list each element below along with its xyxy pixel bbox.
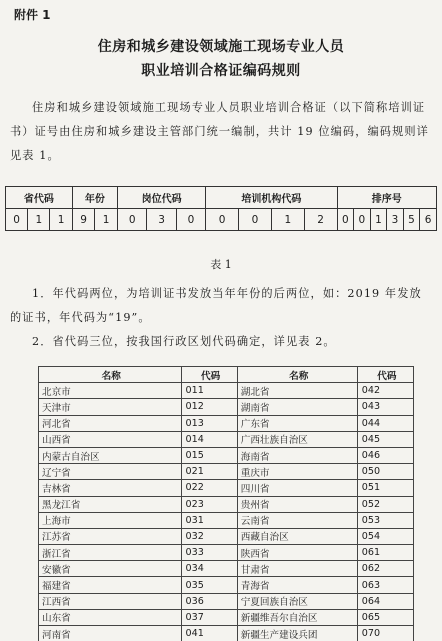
header-province-code: 省代码 bbox=[6, 187, 73, 209]
province-code-cell: 053 bbox=[357, 512, 413, 528]
intro-paragraph: 住房和城乡建设领域施工现场专业人员职业培训合格证（以下简称培训证书）证号由住房和城乡建设主管部门统一编制，共计 19 位编码，编码规则详见表 1。 bbox=[10, 101, 429, 162]
province-code-cell: 022 bbox=[181, 480, 237, 496]
code-digit: 1 bbox=[28, 209, 50, 231]
document-title-line2: 职业培训合格证编码规则 bbox=[141, 63, 301, 79]
header-name: 名称 bbox=[237, 367, 357, 383]
table-row bbox=[39, 609, 414, 625]
code-digit: 2 bbox=[304, 209, 337, 231]
province-name-cell: 上海市 bbox=[39, 512, 182, 528]
province-code-cell: 063 bbox=[357, 577, 413, 593]
province-name-cell: 陕西省 bbox=[237, 545, 357, 561]
code-digit: 0 bbox=[239, 209, 272, 231]
province-name-cell: 新疆维吾尔自治区 bbox=[237, 609, 357, 625]
province-name-cell: 云南省 bbox=[237, 512, 357, 528]
code-digit: 0 bbox=[206, 209, 239, 231]
province-name-cell: 北京市 bbox=[39, 383, 182, 399]
header-training-org-code: 培训机构代码 bbox=[206, 187, 337, 209]
table-row bbox=[39, 415, 414, 431]
province-name-cell: 吉林省 bbox=[39, 480, 182, 496]
province-name-cell: 宁夏回族自治区 bbox=[237, 593, 357, 609]
code-table-header-row bbox=[6, 187, 437, 209]
document-title-line1: 住房和城乡建设领域施工现场专业人员 bbox=[97, 39, 345, 55]
province-name-cell: 江西省 bbox=[39, 593, 182, 609]
province-code-cell: 041 bbox=[181, 626, 237, 641]
province-name-cell: 广东省 bbox=[237, 415, 357, 431]
province-code-cell: 062 bbox=[357, 561, 413, 577]
province-name-cell: 湖北省 bbox=[237, 383, 357, 399]
code-digit: 5 bbox=[403, 209, 420, 231]
province-name-cell: 天津市 bbox=[39, 399, 182, 415]
province-name-cell: 甘肃省 bbox=[237, 561, 357, 577]
province-name-cell: 安徽省 bbox=[39, 561, 182, 577]
province-table-header-row bbox=[39, 367, 414, 383]
header-sequence-number: 排序号 bbox=[337, 187, 436, 209]
table-row bbox=[39, 399, 414, 415]
province-name-cell: 辽宁省 bbox=[39, 464, 182, 480]
year-code-paragraph: 1．年代码两位，为培训证书发放当年年份的后两位，如：2019 年发放的证书，年代码为“19”。 bbox=[10, 287, 422, 324]
province-name-cell: 四川省 bbox=[237, 480, 357, 496]
province-code-table bbox=[38, 366, 414, 641]
province-name-cell: 内蒙古自治区 bbox=[39, 447, 182, 463]
table1-caption: 表 1 bbox=[210, 258, 232, 271]
province-code-cell: 054 bbox=[357, 528, 413, 544]
province-code-cell: 051 bbox=[357, 480, 413, 496]
table-row bbox=[39, 480, 414, 496]
province-code-cell: 013 bbox=[181, 415, 237, 431]
code-digit: 0 bbox=[6, 209, 28, 231]
province-table-body bbox=[39, 383, 414, 641]
province-name-cell: 贵州省 bbox=[237, 496, 357, 512]
province-code-cell: 070 bbox=[357, 626, 413, 641]
province-code-cell: 015 bbox=[181, 447, 237, 463]
province-name-cell: 广西壮族自治区 bbox=[237, 431, 357, 447]
province-code-cell: 052 bbox=[357, 496, 413, 512]
province-name-cell: 黑龙江省 bbox=[39, 496, 182, 512]
province-code-cell: 046 bbox=[357, 447, 413, 463]
province-code-cell: 050 bbox=[357, 464, 413, 480]
province-name-cell: 浙江省 bbox=[39, 545, 182, 561]
table-row bbox=[39, 561, 414, 577]
header-name: 名称 bbox=[39, 367, 182, 383]
province-name-cell: 湖南省 bbox=[237, 399, 357, 415]
province-code-cell: 034 bbox=[181, 561, 237, 577]
province-code-cell: 045 bbox=[357, 431, 413, 447]
code-digit: 1 bbox=[50, 209, 72, 231]
province-name-cell: 青海省 bbox=[237, 577, 357, 593]
code-digit: 6 bbox=[420, 209, 437, 231]
province-code-cell: 021 bbox=[181, 464, 237, 480]
province-code-cell: 012 bbox=[181, 399, 237, 415]
table-row bbox=[39, 447, 414, 463]
province-code-paragraph: 2．省代码三位，按我国行政区划代码确定，详见表 2。 bbox=[32, 335, 336, 348]
province-code-cell: 044 bbox=[357, 415, 413, 431]
header-code: 代码 bbox=[181, 367, 237, 383]
province-name-cell: 河南省 bbox=[39, 626, 182, 641]
table-row bbox=[39, 626, 414, 641]
province-name-cell: 福建省 bbox=[39, 577, 182, 593]
table-row bbox=[39, 512, 414, 528]
code-digit: 0 bbox=[117, 209, 146, 231]
code-digit: 0 bbox=[176, 209, 205, 231]
code-digit: 3 bbox=[387, 209, 404, 231]
province-code-cell: 032 bbox=[181, 528, 237, 544]
province-code-cell: 061 bbox=[357, 545, 413, 561]
province-code-cell: 035 bbox=[181, 577, 237, 593]
table-row bbox=[39, 383, 414, 399]
province-name-cell: 重庆市 bbox=[237, 464, 357, 480]
province-name-cell: 西藏自治区 bbox=[237, 528, 357, 544]
province-code-cell: 031 bbox=[181, 512, 237, 528]
code-table-digit-row bbox=[6, 209, 437, 231]
table-row bbox=[39, 593, 414, 609]
table-row bbox=[39, 577, 414, 593]
code-rule-table bbox=[5, 186, 437, 231]
table-row bbox=[39, 431, 414, 447]
province-code-cell: 037 bbox=[181, 609, 237, 625]
province-code-cell: 065 bbox=[357, 609, 413, 625]
province-code-cell: 011 bbox=[181, 383, 237, 399]
province-name-cell: 山东省 bbox=[39, 609, 182, 625]
code-digit: 1 bbox=[271, 209, 304, 231]
province-code-cell: 042 bbox=[357, 383, 413, 399]
header-code: 代码 bbox=[357, 367, 413, 383]
attachment-label: 附件 1 bbox=[14, 8, 51, 22]
province-name-cell: 江苏省 bbox=[39, 528, 182, 544]
province-code-cell: 033 bbox=[181, 545, 237, 561]
table-row bbox=[39, 545, 414, 561]
table-row bbox=[39, 496, 414, 512]
province-name-cell: 海南省 bbox=[237, 447, 357, 463]
province-code-cell: 043 bbox=[357, 399, 413, 415]
code-digit: 1 bbox=[95, 209, 118, 231]
table-row bbox=[39, 464, 414, 480]
province-name-cell: 新疆生产建设兵团 bbox=[237, 626, 357, 641]
province-name-cell: 河北省 bbox=[39, 415, 182, 431]
table-row bbox=[39, 528, 414, 544]
province-code-cell: 064 bbox=[357, 593, 413, 609]
province-code-cell: 036 bbox=[181, 593, 237, 609]
code-digit: 9 bbox=[72, 209, 95, 231]
code-digit: 3 bbox=[147, 209, 176, 231]
code-digit: 0 bbox=[337, 209, 354, 231]
code-digit: 1 bbox=[370, 209, 387, 231]
header-position-code: 岗位代码 bbox=[117, 187, 205, 209]
province-code-cell: 023 bbox=[181, 496, 237, 512]
header-year: 年份 bbox=[72, 187, 117, 209]
province-code-cell: 014 bbox=[181, 431, 237, 447]
province-name-cell: 山西省 bbox=[39, 431, 182, 447]
code-digit: 0 bbox=[354, 209, 371, 231]
